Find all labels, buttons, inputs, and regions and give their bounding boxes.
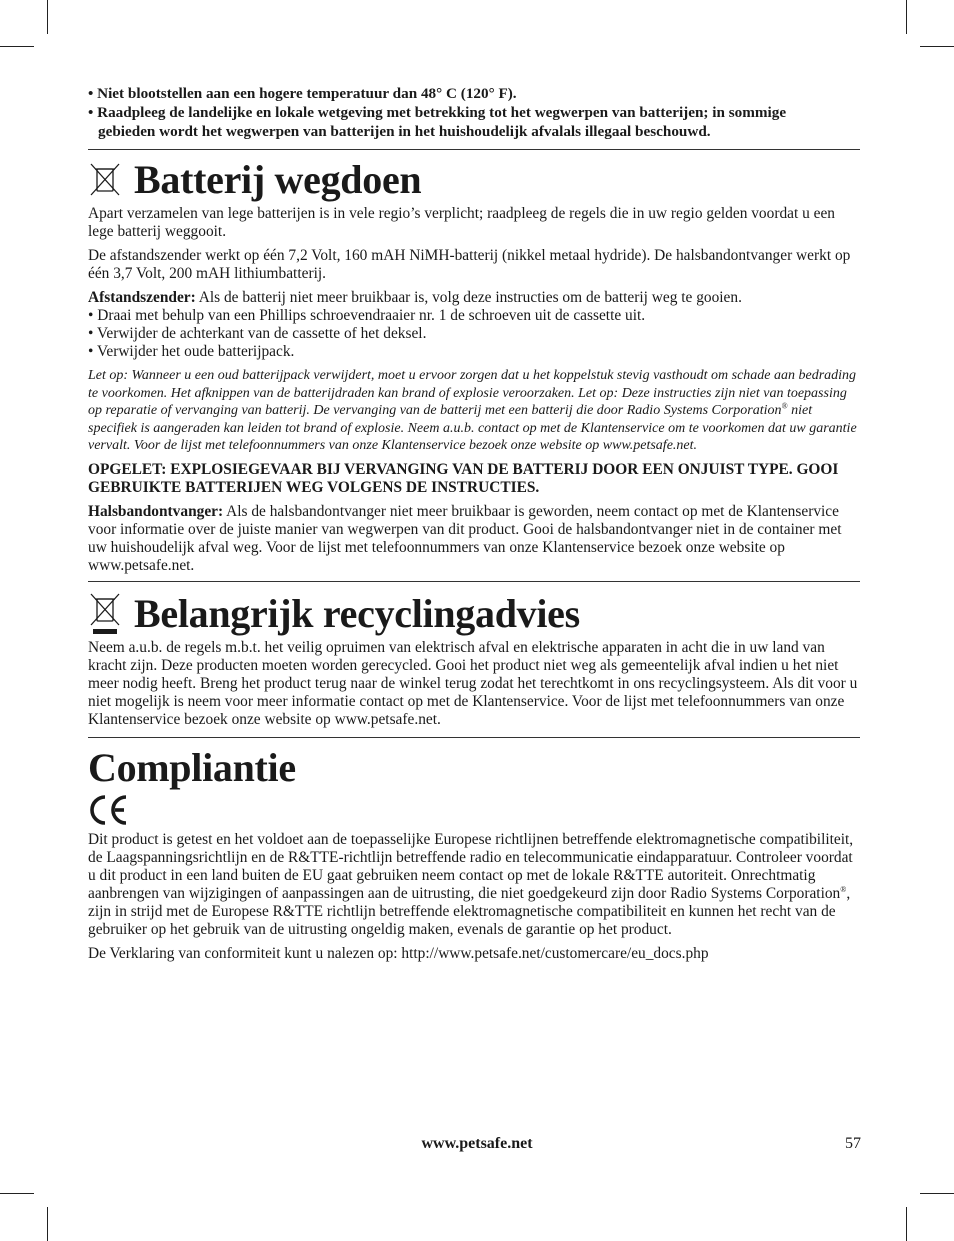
divider [88,581,860,582]
crop-mark [0,46,34,47]
safety-item: • Raadpleeg de landelijke en lokale wetgeving met betrekking tot het wegwerpen van batterijen; in sommige gebieden wordt het wegwerpen van batterijen in het huishoudelijk afvalals illegaal beschouwd. [88,104,787,140]
crop-mark [906,0,907,34]
crop-mark [47,0,48,34]
crop-mark [47,1207,48,1241]
page-content [88,84,860,963]
transmitter-label: Afstandszender: [88,289,196,306]
recycling-header [88,590,860,637]
section-title: Belangrijk recyclingadvies [134,590,580,636]
registered-mark: ® [781,401,788,411]
crop-mark [0,1193,34,1194]
battery-header [88,156,860,203]
note-text: Let op: Wanneer u een oud batterijpack verwijdert, moet u ervoor zorgen dat u het koppelstuk stevig vasthoudt om schade aan bedrading te voorkomen. Het afknippen van de batterijdraden kan brand of explosie veroorzaken. Let op: Deze instructies zijn niet van toepassing op reparatie of vervanging van batterij. De vervanging van de batterij met een batterij die door Radio Systems Corporation [88,368,857,419]
divider [88,149,860,150]
receiver-label: Halsbandontvanger: [88,502,224,520]
paragraph [88,831,860,939]
paragraph: Neem a.u.b. de regels m.b.t. het veilig opruimen van elektrisch afval en elektrische apparaten in acht die in uw land van kracht zijn. Deze producten moeten worden gerecycled. Gooi het product niet weg als gemeentelijk afval indien u het niet meer nodig heeft. Breng het product terug naar de winkel terug zodat het terechtkomt in ons recyclingsysteem. Als dit voor u niet mogelijk is neem voor meer informatie contact op met de Klantenservice. Voor de lijst met telefoonnummers van onze Klantenservice bezoek onze website op www.petsafe.net. [88,638,858,728]
paragraph [88,289,860,307]
receiver-text: Als de halsbandontvanger niet meer bruikbaar is geworden, neem contact op met de Klantenservice voor informatie over de juiste manier van wegwerpen van dit product. Gooi de halsbandontvanger niet in de container met uw huishoudelijk afval weg. Voor de lijst met telefoonnummers van onze Klantenservice bezoek onze website op www.petsafe.net. [88,502,842,574]
warning-text: OPGELET: EXPLOSIEGEVAAR BIJ VERVANGING VAN DE BATTERIJ DOOR EEN ONJUIST TYPE. GOOI GEBRUIKTE BATTERIJEN WEG VOLGENS DE INSTRUCTIES. [88,460,839,496]
paragraph: Apart verzamelen van lege batterijen is in vele regio’s verplicht; raadpleeg de regels die in uw regio gelden voordat u een lege batterij weggooit. [88,205,836,240]
safety-list [88,84,860,141]
safety-item: • Niet blootstellen aan een hogere temperatuur dan 48° C (120° F). [88,85,517,102]
compliance-text: , zijn in strijd met de Europese R&TTE richtlijn betreffende elektromagnetische compatibiliteit en kunnen het recht van de gebruiker op het gebruik van de uitrusting ongeldig maken, evenals de garantie op het product. [88,884,851,938]
transmitter-text: Als de batterij niet meer bruikbaar is, volg deze instructies om de batterij weg te gooien. [195,289,742,306]
paragraph: De afstandszender werkt op één 7,2 Volt, 160 mAH NiMH-batterij (nikkel metaal hydride). De halsbandontvanger werkt op één 3,7 Volt, 200 mAH lithiumbatterij. [88,247,851,282]
battery-note [88,367,860,455]
compliance-text: Dit product is getest en het voldoet aan de toepasselijke Europese richtlijnen betreffende elektromagnetische compatibiliteit, de Laagspanningsrichtlijn en de R&TTE-richtlijn betreffende radio en telecommunicatie eindapparatuur. Controleer voordat u dit product in een land buiten de EU gaat gebruiken neem contact op met de lokale R&TTE autoriteit. Onrechtmatig aanbrengen van wijzigingen of aanpassingen aan de uitrusting, die niet goedgekeurd zijn door Radio Systems Corporation [88,830,854,902]
crossed-bin-icon [88,161,122,199]
ce-mark-icon [88,793,130,827]
step-item: • Draai met behulp van een Phillips schroevendraaier nr. 1 de schroeven uit de cassette uit. [88,307,646,324]
crossed-bin-icon [88,591,122,635]
section-title: Compliantie [88,744,296,790]
note-text: niet specifiek is aangeraden kan leiden tot brand of explosie. Neem a.u.b. contact op met de Klantenservice om te voorkomen dat uw garantie vervalt. Voor de lijst met telefoonnummers van onze Klantenservice bezoek onze website op www.petsafe.net. [88,403,857,454]
footer-url: www.petsafe.net [421,1135,533,1152]
paragraph [88,503,860,575]
page-number: 57 [845,1135,861,1152]
divider [88,737,860,738]
crop-mark [906,1207,907,1241]
registered-mark: ® [840,884,847,894]
step-item: • Verwijder de achterkant van de cassette of het deksel. [88,325,427,342]
step-item: • Verwijder het oude batterijpack. [88,343,295,360]
crop-mark [920,46,954,47]
paragraph: De Verklaring van conformiteit kunt u nalezen op: http://www.petsafe.net/customercare/eu_docs.php [88,944,709,962]
crop-mark [920,1193,954,1194]
section-title: Batterij wegdoen [134,157,422,202]
